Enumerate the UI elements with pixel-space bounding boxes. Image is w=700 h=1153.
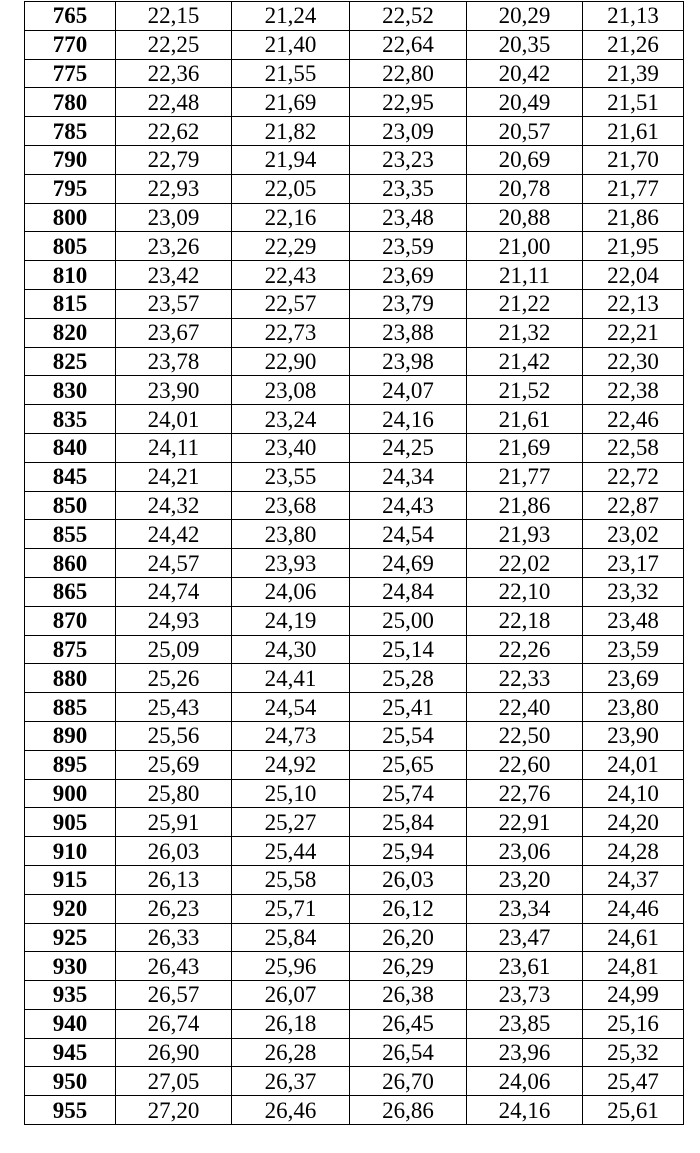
- table-row: [25, 2, 684, 31]
- row-key-cell: 845: [25, 462, 116, 491]
- value-cell: 25,09: [116, 635, 232, 664]
- value-cell: 26,20: [350, 923, 467, 952]
- row-key-cell: 770: [25, 30, 116, 59]
- value-cell: 23,90: [583, 721, 684, 750]
- value-cell: 22,80: [350, 59, 467, 88]
- value-cell: 20,88: [467, 203, 583, 232]
- value-cell: 23,98: [350, 347, 467, 376]
- row-key-cell: 855: [25, 520, 116, 549]
- value-cell: 26,90: [116, 1038, 232, 1067]
- value-cell: 25,16: [583, 1009, 684, 1038]
- value-cell: 23,02: [583, 520, 684, 549]
- value-cell: 22,46: [583, 405, 684, 434]
- row-key-cell: 860: [25, 549, 116, 578]
- value-cell: 21,22: [467, 289, 583, 318]
- row-key-cell: 805: [25, 232, 116, 261]
- value-cell: 22,58: [583, 433, 684, 462]
- value-cell: 22,90: [232, 347, 350, 376]
- value-cell: 22,60: [467, 750, 583, 779]
- table-row: [25, 232, 684, 261]
- row-key-cell: 910: [25, 837, 116, 866]
- value-cell: 23,73: [467, 981, 583, 1010]
- table-row: [25, 347, 684, 376]
- value-cell: 26,07: [232, 981, 350, 1010]
- row-key-cell: 875: [25, 635, 116, 664]
- value-cell: 26,03: [350, 865, 467, 894]
- value-cell: 25,94: [350, 837, 467, 866]
- row-key-cell: 780: [25, 88, 116, 117]
- row-key-cell: 865: [25, 577, 116, 606]
- value-cell: 23,24: [232, 405, 350, 434]
- value-cell: 22,50: [467, 721, 583, 750]
- table-row: [25, 750, 684, 779]
- value-cell: 26,13: [116, 865, 232, 894]
- value-cell: 23,88: [350, 318, 467, 347]
- value-cell: 23,34: [467, 894, 583, 923]
- row-key-cell: 935: [25, 981, 116, 1010]
- table-row: [25, 59, 684, 88]
- table-row: [25, 88, 684, 117]
- table-row: [25, 405, 684, 434]
- value-cell: 22,95: [350, 88, 467, 117]
- value-cell: 24,54: [350, 520, 467, 549]
- value-cell: 22,15: [116, 2, 232, 31]
- table-row: [25, 1067, 684, 1096]
- value-cell: 21,39: [583, 59, 684, 88]
- value-cell: 25,10: [232, 779, 350, 808]
- row-key-cell: 835: [25, 405, 116, 434]
- value-cell: 23,68: [232, 491, 350, 520]
- value-cell: 24,69: [350, 549, 467, 578]
- table-row: [25, 606, 684, 635]
- table-row: [25, 865, 684, 894]
- row-key-cell: 915: [25, 865, 116, 894]
- table-row: [25, 520, 684, 549]
- value-cell: 25,41: [350, 693, 467, 722]
- value-cell: 25,47: [583, 1067, 684, 1096]
- value-cell: 22,33: [467, 664, 583, 693]
- value-cell: 23,47: [467, 923, 583, 952]
- table-row: [25, 1038, 684, 1067]
- value-cell: 21,77: [583, 174, 684, 203]
- value-cell: 24,20: [583, 808, 684, 837]
- value-cell: 21,95: [583, 232, 684, 261]
- value-cell: 23,69: [350, 261, 467, 290]
- value-cell: 24,16: [467, 1096, 583, 1125]
- row-key-cell: 825: [25, 347, 116, 376]
- row-key-cell: 905: [25, 808, 116, 837]
- value-cell: 22,76: [467, 779, 583, 808]
- value-cell: 20,42: [467, 59, 583, 88]
- table-row: [25, 203, 684, 232]
- value-cell: 24,73: [232, 721, 350, 750]
- value-cell: 22,13: [583, 289, 684, 318]
- value-cell: 25,14: [350, 635, 467, 664]
- row-key-cell: 810: [25, 261, 116, 290]
- row-key-cell: 790: [25, 145, 116, 174]
- table-row: [25, 318, 684, 347]
- row-key-cell: 800: [25, 203, 116, 232]
- value-cell: 23,26: [116, 232, 232, 261]
- value-cell: 26,38: [350, 981, 467, 1010]
- row-key-cell: 765: [25, 2, 116, 31]
- row-key-cell: 900: [25, 779, 116, 808]
- row-key-cell: 775: [25, 59, 116, 88]
- value-cell: 21,82: [232, 117, 350, 146]
- value-cell: 20,35: [467, 30, 583, 59]
- value-cell: 26,74: [116, 1009, 232, 1038]
- value-cell: 22,73: [232, 318, 350, 347]
- value-cell: 21,86: [467, 491, 583, 520]
- row-key-cell: 795: [25, 174, 116, 203]
- value-cell: 21,93: [467, 520, 583, 549]
- value-cell: 21,61: [467, 405, 583, 434]
- value-cell: 21,11: [467, 261, 583, 290]
- value-cell: 25,54: [350, 721, 467, 750]
- value-cell: 22,16: [232, 203, 350, 232]
- value-cell: 22,64: [350, 30, 467, 59]
- value-cell: 23,35: [350, 174, 467, 203]
- value-cell: 22,52: [350, 2, 467, 31]
- value-cell: 23,57: [116, 289, 232, 318]
- value-cell: 24,28: [583, 837, 684, 866]
- table-row: [25, 117, 684, 146]
- value-cell: 24,32: [116, 491, 232, 520]
- value-cell: 21,86: [583, 203, 684, 232]
- value-cell: 26,57: [116, 981, 232, 1010]
- value-cell: 26,70: [350, 1067, 467, 1096]
- value-cell: 25,32: [583, 1038, 684, 1067]
- value-cell: 23,67: [116, 318, 232, 347]
- value-cell: 23,78: [116, 347, 232, 376]
- value-cell: 23,48: [583, 606, 684, 635]
- value-cell: 23,48: [350, 203, 467, 232]
- value-cell: 26,33: [116, 923, 232, 952]
- row-key-cell: 880: [25, 664, 116, 693]
- row-key-cell: 885: [25, 693, 116, 722]
- value-cell: 20,57: [467, 117, 583, 146]
- value-cell: 21,32: [467, 318, 583, 347]
- table-row: [25, 808, 684, 837]
- value-cell: 26,12: [350, 894, 467, 923]
- value-cell: 23,09: [116, 203, 232, 232]
- value-cell: 23,85: [467, 1009, 583, 1038]
- table-row: [25, 981, 684, 1010]
- value-cell: 24,74: [116, 577, 232, 606]
- value-cell: 24,01: [583, 750, 684, 779]
- value-cell: 26,46: [232, 1096, 350, 1125]
- value-cell: 23,59: [350, 232, 467, 261]
- row-key-cell: 930: [25, 952, 116, 981]
- value-cell: 24,46: [583, 894, 684, 923]
- value-cell: 25,71: [232, 894, 350, 923]
- table-row: [25, 174, 684, 203]
- value-cell: 23,20: [467, 865, 583, 894]
- value-cell: 24,01: [116, 405, 232, 434]
- value-cell: 22,43: [232, 261, 350, 290]
- row-key-cell: 870: [25, 606, 116, 635]
- value-cell: 25,74: [350, 779, 467, 808]
- value-cell: 25,65: [350, 750, 467, 779]
- value-cell: 22,04: [583, 261, 684, 290]
- table-row: [25, 289, 684, 318]
- value-cell: 24,99: [583, 981, 684, 1010]
- value-cell: 25,84: [232, 923, 350, 952]
- value-cell: 24,93: [116, 606, 232, 635]
- value-cell: 25,80: [116, 779, 232, 808]
- value-cell: 25,44: [232, 837, 350, 866]
- value-cell: 24,21: [116, 462, 232, 491]
- value-cell: 23,42: [116, 261, 232, 290]
- row-key-cell: 925: [25, 923, 116, 952]
- value-cell: 23,55: [232, 462, 350, 491]
- value-cell: 27,05: [116, 1067, 232, 1096]
- value-cell: 25,69: [116, 750, 232, 779]
- table-row: [25, 664, 684, 693]
- value-cell: 23,93: [232, 549, 350, 578]
- value-cell: 24,06: [467, 1067, 583, 1096]
- table-row: [25, 721, 684, 750]
- value-cell: 23,40: [232, 433, 350, 462]
- value-cell: 20,49: [467, 88, 583, 117]
- value-cell: 24,25: [350, 433, 467, 462]
- value-cell: 22,10: [467, 577, 583, 606]
- value-cell: 24,19: [232, 606, 350, 635]
- value-cell: 23,90: [116, 376, 232, 405]
- row-key-cell: 830: [25, 376, 116, 405]
- value-cell: 25,56: [116, 721, 232, 750]
- value-cell: 26,45: [350, 1009, 467, 1038]
- value-cell: 22,72: [583, 462, 684, 491]
- value-cell: 21,26: [583, 30, 684, 59]
- value-cell: 24,06: [232, 577, 350, 606]
- value-cell: 22,18: [467, 606, 583, 635]
- value-cell: 25,96: [232, 952, 350, 981]
- value-cell: 21,55: [232, 59, 350, 88]
- value-cell: 26,03: [116, 837, 232, 866]
- value-cell: 23,09: [350, 117, 467, 146]
- row-key-cell: 850: [25, 491, 116, 520]
- value-cell: 22,62: [116, 117, 232, 146]
- value-cell: 22,93: [116, 174, 232, 203]
- value-cell: 23,06: [467, 837, 583, 866]
- table-row: [25, 577, 684, 606]
- value-cell: 23,69: [583, 664, 684, 693]
- value-cell: 20,69: [467, 145, 583, 174]
- value-cell: 23,23: [350, 145, 467, 174]
- value-cell: 22,02: [467, 549, 583, 578]
- value-cell: 26,29: [350, 952, 467, 981]
- value-cell: 24,37: [583, 865, 684, 894]
- table-row: [25, 30, 684, 59]
- table-row: [25, 837, 684, 866]
- table-row: [25, 1009, 684, 1038]
- value-cell: 24,84: [350, 577, 467, 606]
- value-cell: 21,69: [232, 88, 350, 117]
- value-cell: 22,40: [467, 693, 583, 722]
- row-key-cell: 940: [25, 1009, 116, 1038]
- row-key-cell: 920: [25, 894, 116, 923]
- table-row: [25, 261, 684, 290]
- value-cell: 25,84: [350, 808, 467, 837]
- table-row: [25, 952, 684, 981]
- table-row: [25, 693, 684, 722]
- row-key-cell: 820: [25, 318, 116, 347]
- value-cell: 22,21: [583, 318, 684, 347]
- row-key-cell: 785: [25, 117, 116, 146]
- value-cell: 24,11: [116, 433, 232, 462]
- table-row: [25, 549, 684, 578]
- table-row: [25, 635, 684, 664]
- value-cell: 24,81: [583, 952, 684, 981]
- value-cell: 26,43: [116, 952, 232, 981]
- value-cell: 25,61: [583, 1096, 684, 1125]
- value-cell: 22,25: [116, 30, 232, 59]
- value-cell: 24,16: [350, 405, 467, 434]
- value-cell: 24,42: [116, 520, 232, 549]
- table-row: [25, 894, 684, 923]
- value-cell: 25,58: [232, 865, 350, 894]
- value-cell: 24,30: [232, 635, 350, 664]
- table-row: [25, 433, 684, 462]
- value-cell: 24,10: [583, 779, 684, 808]
- value-cell: 24,41: [232, 664, 350, 693]
- value-cell: 23,96: [467, 1038, 583, 1067]
- value-cell: 24,07: [350, 376, 467, 405]
- value-cell: 22,48: [116, 88, 232, 117]
- value-cell: 25,27: [232, 808, 350, 837]
- value-cell: 26,37: [232, 1067, 350, 1096]
- row-key-cell: 955: [25, 1096, 116, 1125]
- table-row: [25, 779, 684, 808]
- value-cell: 26,23: [116, 894, 232, 923]
- value-cell: 21,40: [232, 30, 350, 59]
- value-cell: 23,32: [583, 577, 684, 606]
- value-cell: 22,57: [232, 289, 350, 318]
- value-cell: 23,08: [232, 376, 350, 405]
- value-cell: 20,29: [467, 2, 583, 31]
- value-cell: 24,61: [583, 923, 684, 952]
- value-cell: 21,77: [467, 462, 583, 491]
- value-cell: 20,78: [467, 174, 583, 203]
- row-key-cell: 950: [25, 1067, 116, 1096]
- row-key-cell: 895: [25, 750, 116, 779]
- value-cell: 25,43: [116, 693, 232, 722]
- value-cell: 22,26: [467, 635, 583, 664]
- value-cell: 23,17: [583, 549, 684, 578]
- value-cell: 21,94: [232, 145, 350, 174]
- table-row: [25, 145, 684, 174]
- value-cell: 23,80: [583, 693, 684, 722]
- table-body: [25, 2, 684, 1125]
- row-key-cell: 840: [25, 433, 116, 462]
- value-cell: 24,92: [232, 750, 350, 779]
- value-cell: 21,69: [467, 433, 583, 462]
- value-cell: 26,28: [232, 1038, 350, 1067]
- value-cell: 22,91: [467, 808, 583, 837]
- value-cell: 25,28: [350, 664, 467, 693]
- value-cell: 24,57: [116, 549, 232, 578]
- table-row: [25, 1096, 684, 1125]
- value-cell: 26,18: [232, 1009, 350, 1038]
- value-cell: 27,20: [116, 1096, 232, 1125]
- value-cell: 24,54: [232, 693, 350, 722]
- value-cell: 23,80: [232, 520, 350, 549]
- data-table: [24, 1, 684, 1125]
- row-key-cell: 815: [25, 289, 116, 318]
- value-cell: 22,05: [232, 174, 350, 203]
- value-cell: 25,26: [116, 664, 232, 693]
- value-cell: 22,79: [116, 145, 232, 174]
- value-cell: 21,24: [232, 2, 350, 31]
- value-cell: 22,36: [116, 59, 232, 88]
- value-cell: 22,30: [583, 347, 684, 376]
- row-key-cell: 890: [25, 721, 116, 750]
- table-row: [25, 462, 684, 491]
- row-key-cell: 945: [25, 1038, 116, 1067]
- value-cell: 21,52: [467, 376, 583, 405]
- table-row: [25, 491, 684, 520]
- value-cell: 22,29: [232, 232, 350, 261]
- value-cell: 25,91: [116, 808, 232, 837]
- value-cell: 21,61: [583, 117, 684, 146]
- value-cell: 21,42: [467, 347, 583, 376]
- value-cell: 21,51: [583, 88, 684, 117]
- value-cell: 24,34: [350, 462, 467, 491]
- value-cell: 22,87: [583, 491, 684, 520]
- table-row: [25, 923, 684, 952]
- value-cell: 25,00: [350, 606, 467, 635]
- value-cell: 26,54: [350, 1038, 467, 1067]
- value-cell: 22,38: [583, 376, 684, 405]
- value-cell: 21,70: [583, 145, 684, 174]
- table-row: [25, 376, 684, 405]
- value-cell: 21,00: [467, 232, 583, 261]
- value-cell: 24,43: [350, 491, 467, 520]
- value-cell: 23,61: [467, 952, 583, 981]
- value-cell: 23,79: [350, 289, 467, 318]
- value-cell: 26,86: [350, 1096, 467, 1125]
- value-cell: 23,59: [583, 635, 684, 664]
- value-cell: 21,13: [583, 2, 684, 31]
